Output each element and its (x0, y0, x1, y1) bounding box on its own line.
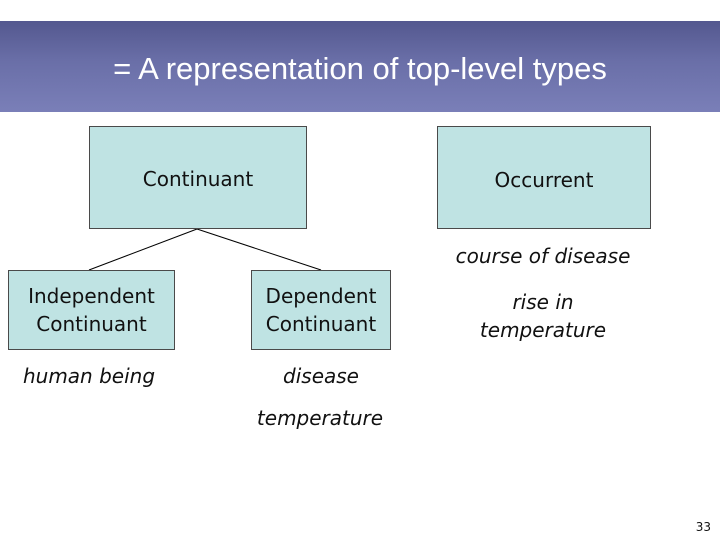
occurrent-box (437, 126, 651, 229)
independent-continuant-label-line2: Continuant (36, 312, 147, 336)
connector-continuant-independent (89, 229, 197, 270)
connector-continuant-dependent (197, 229, 321, 270)
dependent-continuant-box (251, 270, 391, 350)
continuant-box (89, 126, 307, 229)
independent-continuant-label-line1: Independent (28, 284, 155, 308)
temperature-example: temperature (256, 406, 384, 430)
occurrent-label: Occurrent (494, 168, 594, 192)
rise-in-temperature-line2: temperature (479, 318, 607, 342)
rise-in-temperature-example (463, 288, 623, 344)
rise-in-temperature-line1: rise in (512, 290, 574, 314)
independent-continuant-box (8, 270, 175, 350)
dependent-continuant-label-line2: Continuant (265, 312, 377, 336)
human-being-example: human being (22, 364, 156, 388)
page-number: 33 (695, 520, 711, 534)
continuant-label: Continuant (142, 167, 254, 191)
course-of-disease-example: course of disease (455, 244, 631, 268)
disease-example: disease (283, 364, 359, 388)
dependent-continuant-label-line1: Dependent (265, 284, 377, 308)
slide-title: = A representation of top-level types (113, 51, 607, 86)
